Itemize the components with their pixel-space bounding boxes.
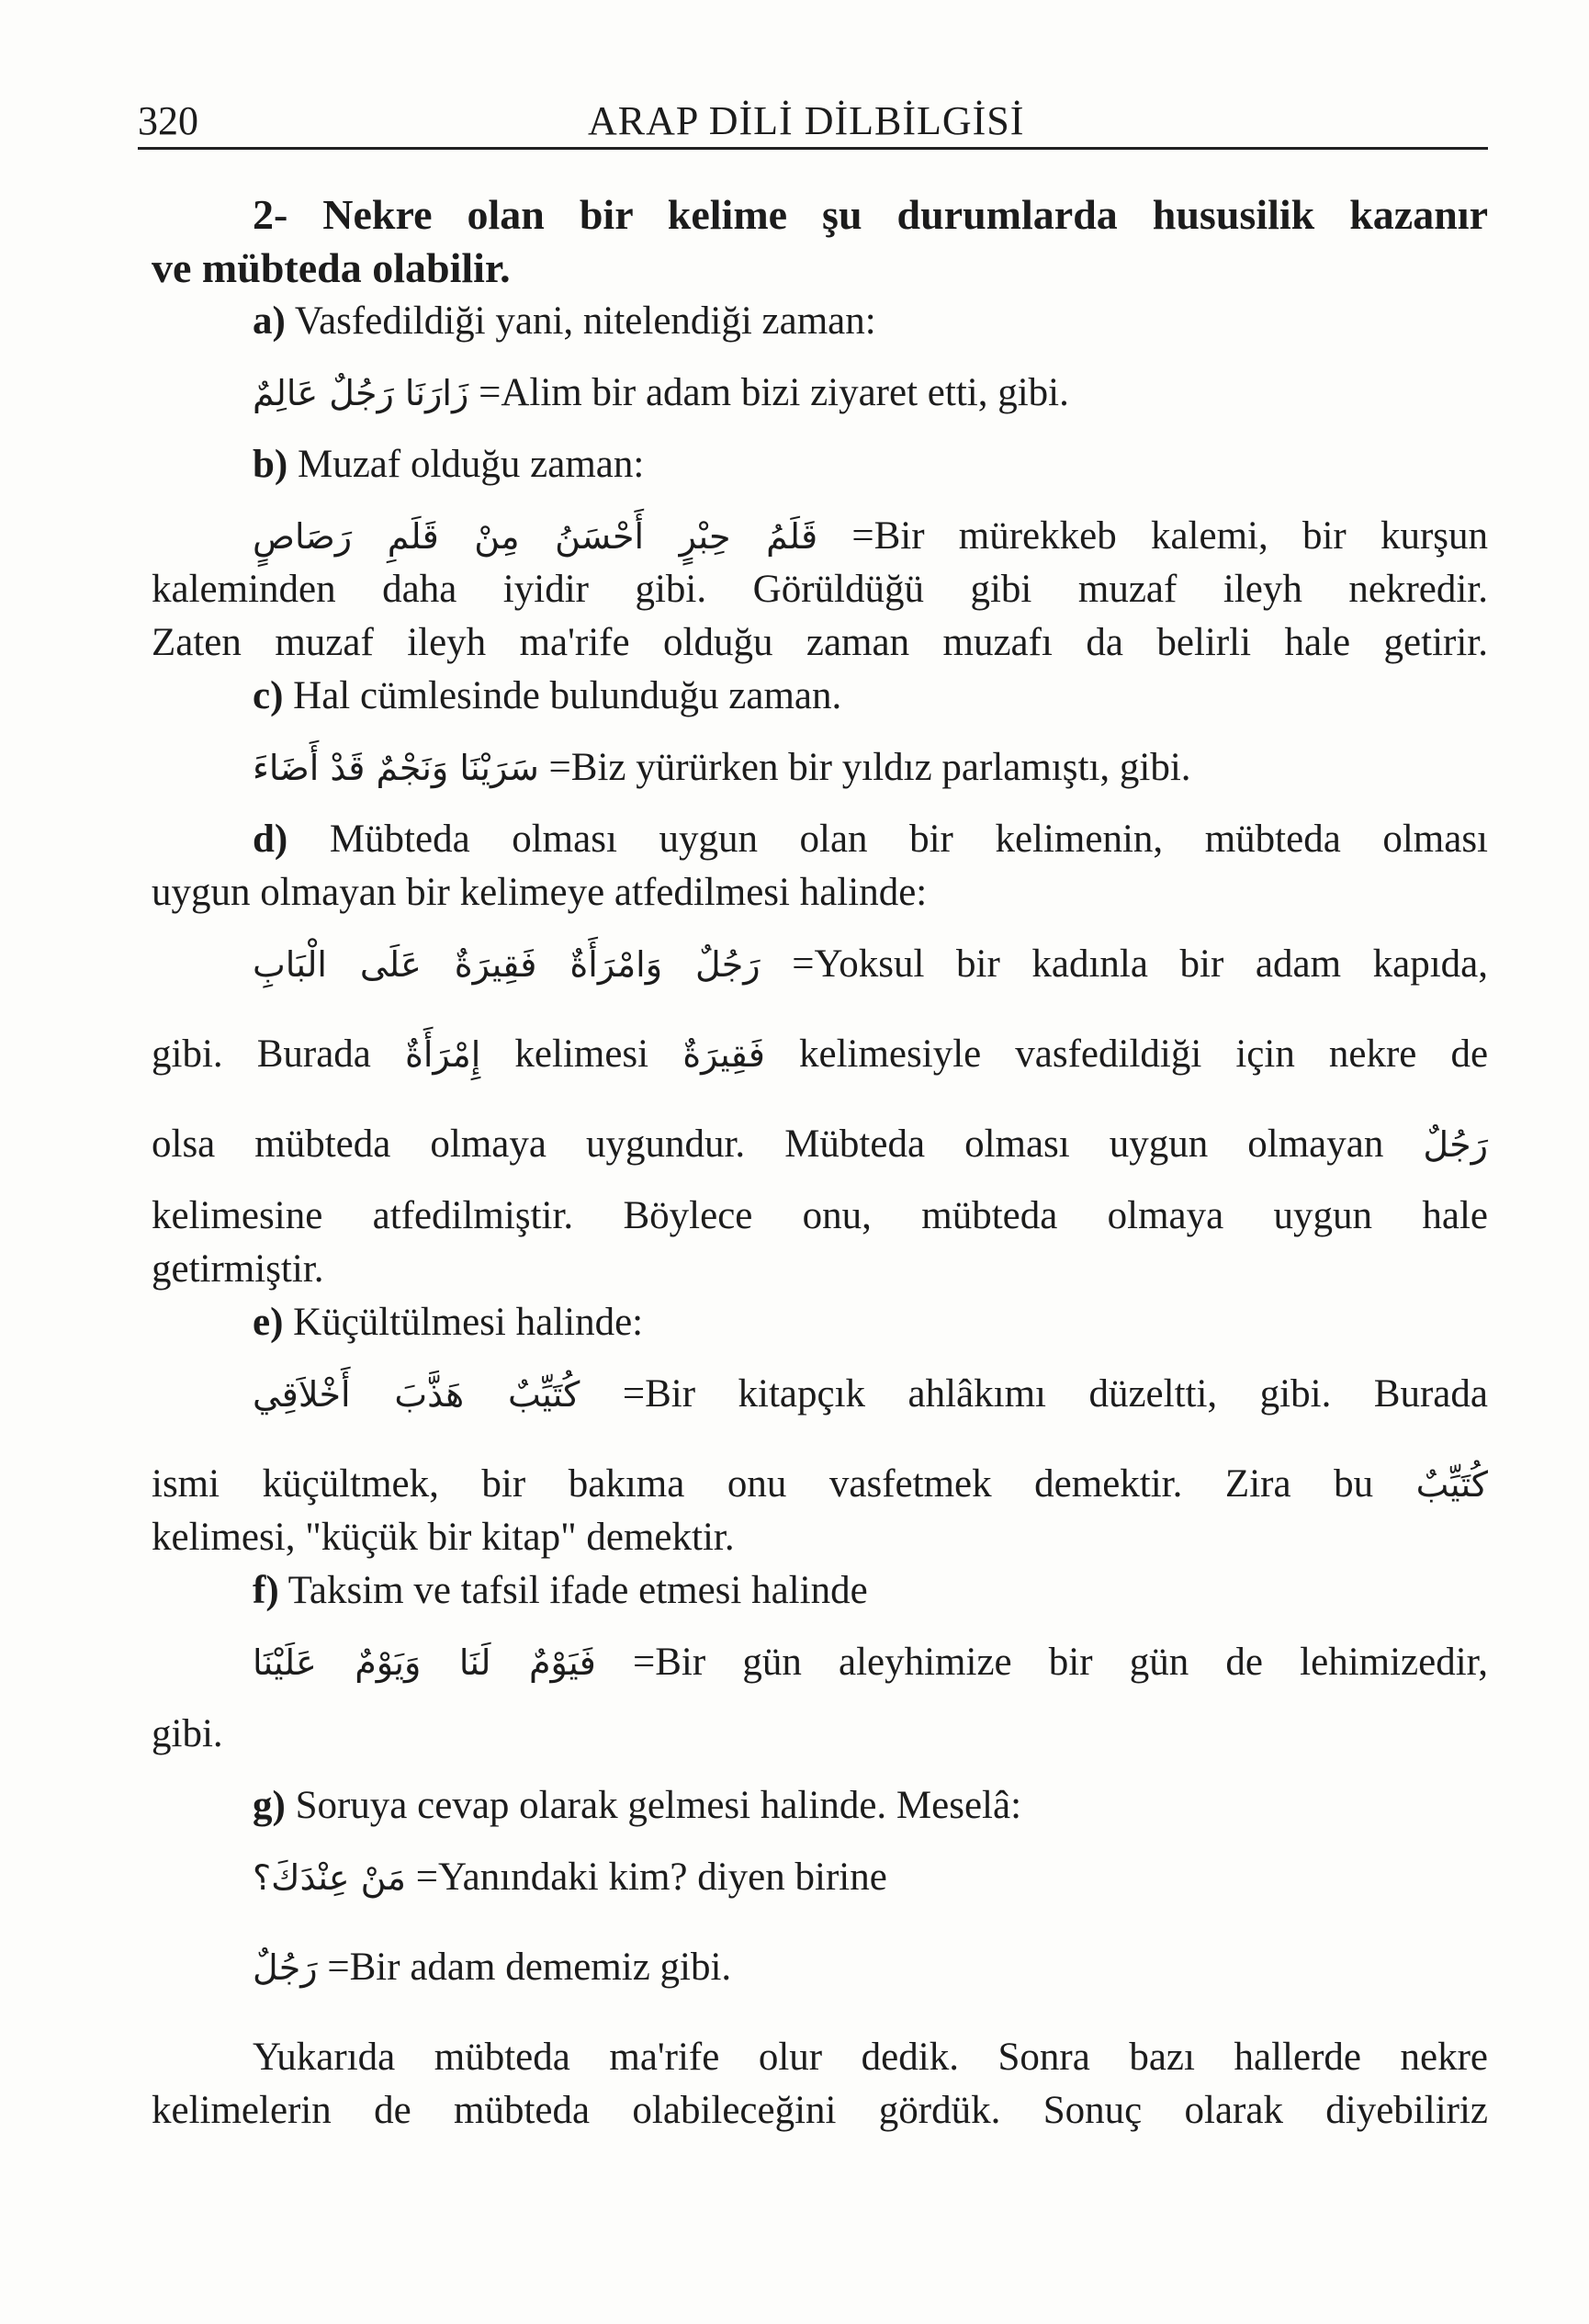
item-g-label: g) <box>253 1784 286 1827</box>
item-a-label: a) <box>253 299 286 343</box>
item-b-cont-2: Zaten muzaf ileyh ma'rife olduğu zaman muzafı da belirli hale getirir. <box>152 621 1488 664</box>
item-f-cont-1: gibi. <box>152 1712 223 1755</box>
example-d <box>152 938 1488 991</box>
example-a <box>152 367 1488 420</box>
item-d-label: d) <box>253 818 288 861</box>
example-b-arabic: قَلَمُ حِبْرٍ أَحْسَنُ مِنْ قَلَمِ رَصَاصٍ <box>253 516 818 557</box>
example-b-meaning: =Bir mürekkeb kalemi, bir kurşun <box>851 514 1488 558</box>
item-d-cont-2-pre: gibi. Burada <box>152 1032 371 1076</box>
example-c <box>152 741 1488 795</box>
item-d-cont-3 <box>152 1118 1488 1171</box>
page-header <box>138 92 1488 150</box>
running-title: ARAP DİLİ DİLBİLGİSİ <box>588 98 1025 143</box>
item-g <box>152 1779 1488 1833</box>
item-d <box>152 813 1488 866</box>
item-d-cont-2-arabic-1: إِمْرَأَةٌ <box>404 1034 481 1075</box>
section-heading-line-1: 2- Nekre olan bir kelime şu durumlarda hususilik kazanır <box>253 191 1488 238</box>
item-b-cont-1: kaleminden daha iyidir gibi. Görüldüğü gibi muzaf ileyh nekredir. <box>152 568 1488 611</box>
item-d-cont-2-arabic-2: فَقِيرَةٌ <box>682 1034 765 1075</box>
item-a <box>152 295 1488 348</box>
item-e-cont-2: kelimesi, "küçük bir kitap" demektir. <box>152 1516 735 1559</box>
item-f-label: f) <box>253 1569 279 1612</box>
example-g-1-meaning: =Yanındaki kim? diyen birine <box>415 1856 887 1899</box>
item-c-label: c) <box>253 674 284 717</box>
example-e-meaning: =Bir kitapçık ahlâkımı düzeltti, gibi. Burada <box>622 1372 1488 1416</box>
item-c <box>152 670 1488 723</box>
example-g-2-arabic: رَجُلٌ <box>253 1947 318 1988</box>
item-b-text: Muzaf olduğu zaman: <box>297 443 645 486</box>
item-e-cont-1-text: ismi küçültmek, bir bakıma onu vasfetmek demektir. Zira bu <box>152 1462 1374 1506</box>
example-f-meaning: =Bir gün aleyhimize bir gün de lehimizedir, <box>632 1641 1488 1684</box>
item-e-label: e) <box>253 1301 284 1344</box>
item-d-cont-2-post: kelimesiyle vasfedildiği için nekre de <box>799 1032 1489 1076</box>
conclusion-line-1: Yukarıda mübteda ma'rife olur dedik. Sonra bazı hallerde nekre <box>253 2036 1488 2079</box>
example-f-arabic: فَيَوْمٌ لَنَا وَيَوْمٌ عَلَيْنَا <box>253 1642 596 1683</box>
example-c-meaning: =Biz yürürken bir yıldız parlamıştı, gibi. <box>548 746 1191 789</box>
item-b-label: b) <box>253 443 288 486</box>
example-b <box>152 510 1488 563</box>
example-c-arabic: سَرَيْنَا وَنَجْمٌ قَدْ أَضَاءَ <box>253 748 539 788</box>
example-d-arabic: رَجُلٌ وَامْرَأَةٌ فَقِيرَةٌ عَلَى الْبَابِ <box>253 944 761 985</box>
example-f <box>152 1636 1488 1689</box>
item-d-cont-2-mid: kelimesi <box>514 1032 649 1076</box>
item-d-cont-2 <box>152 1028 1488 1081</box>
example-g-1-arabic: مَنْ عِنْدَكَ؟ <box>253 1857 406 1898</box>
item-d-cont-3-arabic: رَجُلٌ <box>1423 1124 1489 1165</box>
item-c-text: Hal cümlesinde bulunduğu zaman. <box>293 674 842 717</box>
item-e-cont-1 <box>152 1458 1488 1511</box>
item-d-cont-4: kelimesine atfedilmiştir. Böylece onu, mübteda olmaya uygun hale <box>152 1194 1488 1237</box>
page-number: 320 <box>138 98 198 143</box>
item-e-cont-1-arabic: كُتَيِّبٌ <box>1415 1464 1489 1505</box>
item-f <box>152 1564 1488 1618</box>
conclusion-line-2: kelimelerin de mübteda olabileceğini gördük. Sonuç olarak diyebiliriz <box>152 2089 1488 2132</box>
item-e-text: Küçültülmesi halinde: <box>293 1301 644 1344</box>
example-g-1 <box>152 1851 1488 1904</box>
example-a-meaning: =Alim bir adam bizi ziyaret etti, gibi. <box>479 371 1069 414</box>
item-d-cont-3-text: olsa mübteda olmaya uygundur. Mübteda olması uygun olmayan <box>152 1123 1384 1166</box>
item-d-text: Mübteda olması uygun olan bir kelimenin, mübteda olması <box>329 818 1489 861</box>
section-heading-line-2: ve mübteda olabilir. <box>152 244 511 291</box>
example-e-arabic: كُتَيِّبٌ هَذَّبَ أَخْلاَقِي <box>253 1374 580 1415</box>
item-f-text: Taksim ve tafsil ifade etmesi halinde <box>287 1569 868 1612</box>
example-e <box>152 1368 1488 1421</box>
item-d-cont-1: uygun olmayan bir kelimeye atfedilmesi halinde: <box>152 871 928 914</box>
page-body <box>152 188 1488 2138</box>
item-g-text: Soruya cevap olarak gelmesi halinde. Meselâ: <box>295 1784 1022 1827</box>
item-b <box>152 438 1488 491</box>
item-a-text: Vasfedildiği yani, nitelendiği zaman: <box>294 299 876 343</box>
example-a-arabic: زَارَنَا رَجُلٌ عَالِمٌ <box>253 373 469 413</box>
item-d-cont-5: getirmiştir. <box>152 1247 324 1291</box>
example-g-2 <box>152 1941 1488 1994</box>
example-g-2-meaning: =Bir adam dememiz gibi. <box>327 1946 732 1989</box>
example-d-meaning: =Yoksul bir kadınla bir adam kapıda, <box>792 942 1489 986</box>
item-e <box>152 1296 1488 1349</box>
